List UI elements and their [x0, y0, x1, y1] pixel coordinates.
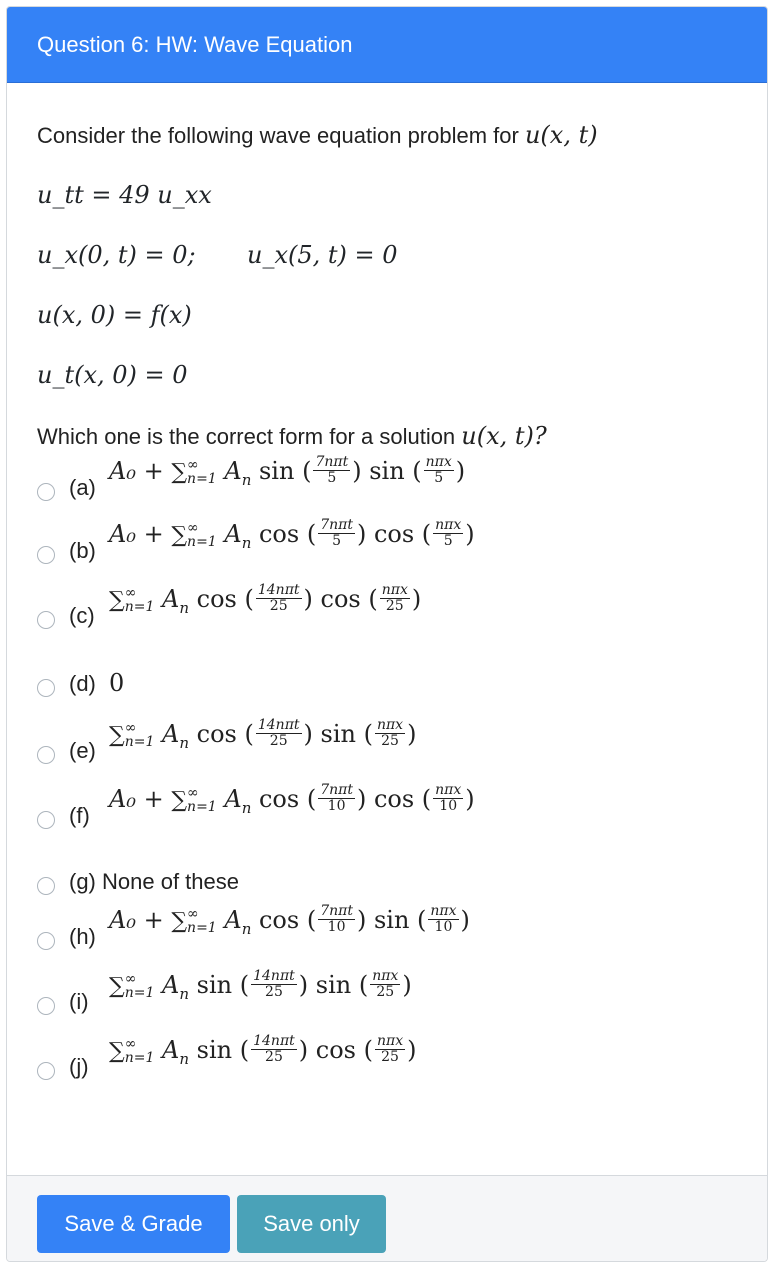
- radio-button[interactable]: [37, 932, 55, 950]
- fraction: $\frac{\text{nπx}}{5}$: [435, 517, 462, 549]
- equation-bc-left: u_x(0, t) = 0;: [37, 241, 196, 269]
- radio-button[interactable]: [37, 877, 55, 895]
- choice-label: (f): [69, 803, 90, 828]
- radio-button[interactable]: [37, 679, 55, 697]
- choice-label: (g) None of these: [69, 869, 239, 894]
- choice-formula: A₀ + ∑ ∞ n=1 $A_n$ cos ( $\frac{\text{7nπt}}{10}$ ) sin ( $\frac{\text{nπx}}{10}$ ): [109, 903, 470, 938]
- fraction: $\frac{\text{nπx}}{10}$: [435, 782, 462, 814]
- radio-button[interactable]: [37, 811, 55, 829]
- fraction: $\frac{\text{7nπt}}{10}$: [320, 782, 353, 814]
- question-title: Question 6: HW: Wave Equation: [37, 32, 353, 57]
- save-and-grade-button[interactable]: Save & Grade: [37, 1195, 230, 1253]
- choice-formula: ∑ ∞ n=1 $A_n$ cos ( $\frac{\text{14nπt}}{25}$ ) cos ( $\frac{\text{nπx}}{25}$ ): [109, 582, 422, 617]
- radio-button[interactable]: [37, 611, 55, 629]
- choice-label: (b): [69, 538, 96, 563]
- fraction: $\frac{\text{nπx}}{25}$: [372, 968, 399, 1000]
- question-function: u(x, t)?: [461, 422, 547, 450]
- question-text: Which one is the correct form for a solution u(x, t)?: [37, 422, 547, 450]
- choice-label: (c): [69, 603, 95, 628]
- fraction: $\frac{\text{nπx}}{25}$: [376, 1033, 404, 1065]
- intro-function: u(x, t): [524, 121, 598, 149]
- radio-button[interactable]: [37, 546, 55, 564]
- fraction: $\frac{\text{nπx}}{5}$: [425, 454, 452, 486]
- fraction: $\frac{\text{14nπt}}{25}$: [253, 968, 295, 1000]
- choice-formula: ∑ ∞ n=1 $A_n$ sin ( $\frac{\text{14nπt}}{25}$ ) sin ( $\frac{\text{nπx}}{25}$ ): [109, 968, 412, 1003]
- choice-label: (d): [69, 671, 96, 696]
- fraction: $\frac{\text{7nπt}}{5}$: [320, 517, 353, 549]
- prompt-intro: Consider the following wave equation problem for u(x, t): [37, 121, 598, 149]
- fraction: $\frac{\text{7nπt}}{10}$: [320, 903, 353, 935]
- choice-formula: A₀ + ∑ ∞ n=1 $A_n$ sin ( $\frac{\text{7nπt}}{5}$ ) sin ( $\frac{\text{nπx}}{5}$ ): [109, 454, 466, 489]
- radio-button[interactable]: [37, 483, 55, 501]
- equation-bc-right: u_x(5, t) = 0: [247, 241, 398, 269]
- choice-formula: ∑ ∞ n=1 $A_n$ cos ( $\frac{\text{14nπt}}{25}$ ) sin ( $\frac{\text{nπx}}{25}$ ): [109, 717, 417, 752]
- footer-bar: [7, 1175, 767, 1262]
- radio-button[interactable]: [37, 1062, 55, 1080]
- choice-formula: ∑ ∞ n=1 $A_n$ sin ( $\frac{\text{14nπt}}{25}$ ) cos ( $\frac{\text{nπx}}{25}$ ): [109, 1033, 417, 1068]
- equation-pde: u_tt = 49 u_xx: [37, 181, 212, 209]
- choice-label: (j): [69, 1054, 89, 1079]
- save-only-button[interactable]: Save only: [237, 1195, 386, 1253]
- fraction: $\frac{\text{14nπt}}{25}$: [257, 717, 300, 749]
- choice-label: (e): [69, 738, 96, 763]
- fraction: $\frac{\text{14nπt}}{25}$: [257, 582, 300, 614]
- choice-formula: A₀ + ∑ ∞ n=1 $A_n$ cos ( $\frac{\text{7nπt}}{5}$ ) cos ( $\frac{\text{nπx}}{5}$ ): [109, 517, 475, 552]
- fraction: $\frac{\text{nπx}}{10}$: [430, 903, 457, 935]
- fraction: $\frac{\text{7nπt}}{5}$: [315, 454, 349, 486]
- card-header: [7, 7, 767, 83]
- question-card: [6, 6, 768, 1262]
- choice-formula: 0: [109, 669, 125, 697]
- equation-ic-velocity: u_t(x, 0) = 0: [37, 361, 188, 389]
- radio-button[interactable]: [37, 746, 55, 764]
- fraction: $\frac{\text{nπx}}{25}$: [381, 582, 408, 614]
- choice-formula: A₀ + ∑ ∞ n=1 $A_n$ cos ( $\frac{\text{7nπt}}{10}$ ) cos ( $\frac{\text{nπx}}{10}$ ): [109, 782, 475, 817]
- fraction: $\frac{\text{14nπt}}{25}$: [253, 1033, 295, 1065]
- choice-label: (h): [69, 924, 96, 949]
- fraction: $\frac{\text{nπx}}{25}$: [376, 717, 404, 749]
- radio-button[interactable]: [37, 997, 55, 1015]
- equation-ic-position: u(x, 0) = f(x): [37, 301, 192, 329]
- choice-label: (a): [69, 475, 96, 500]
- choice-label: (i): [69, 989, 89, 1014]
